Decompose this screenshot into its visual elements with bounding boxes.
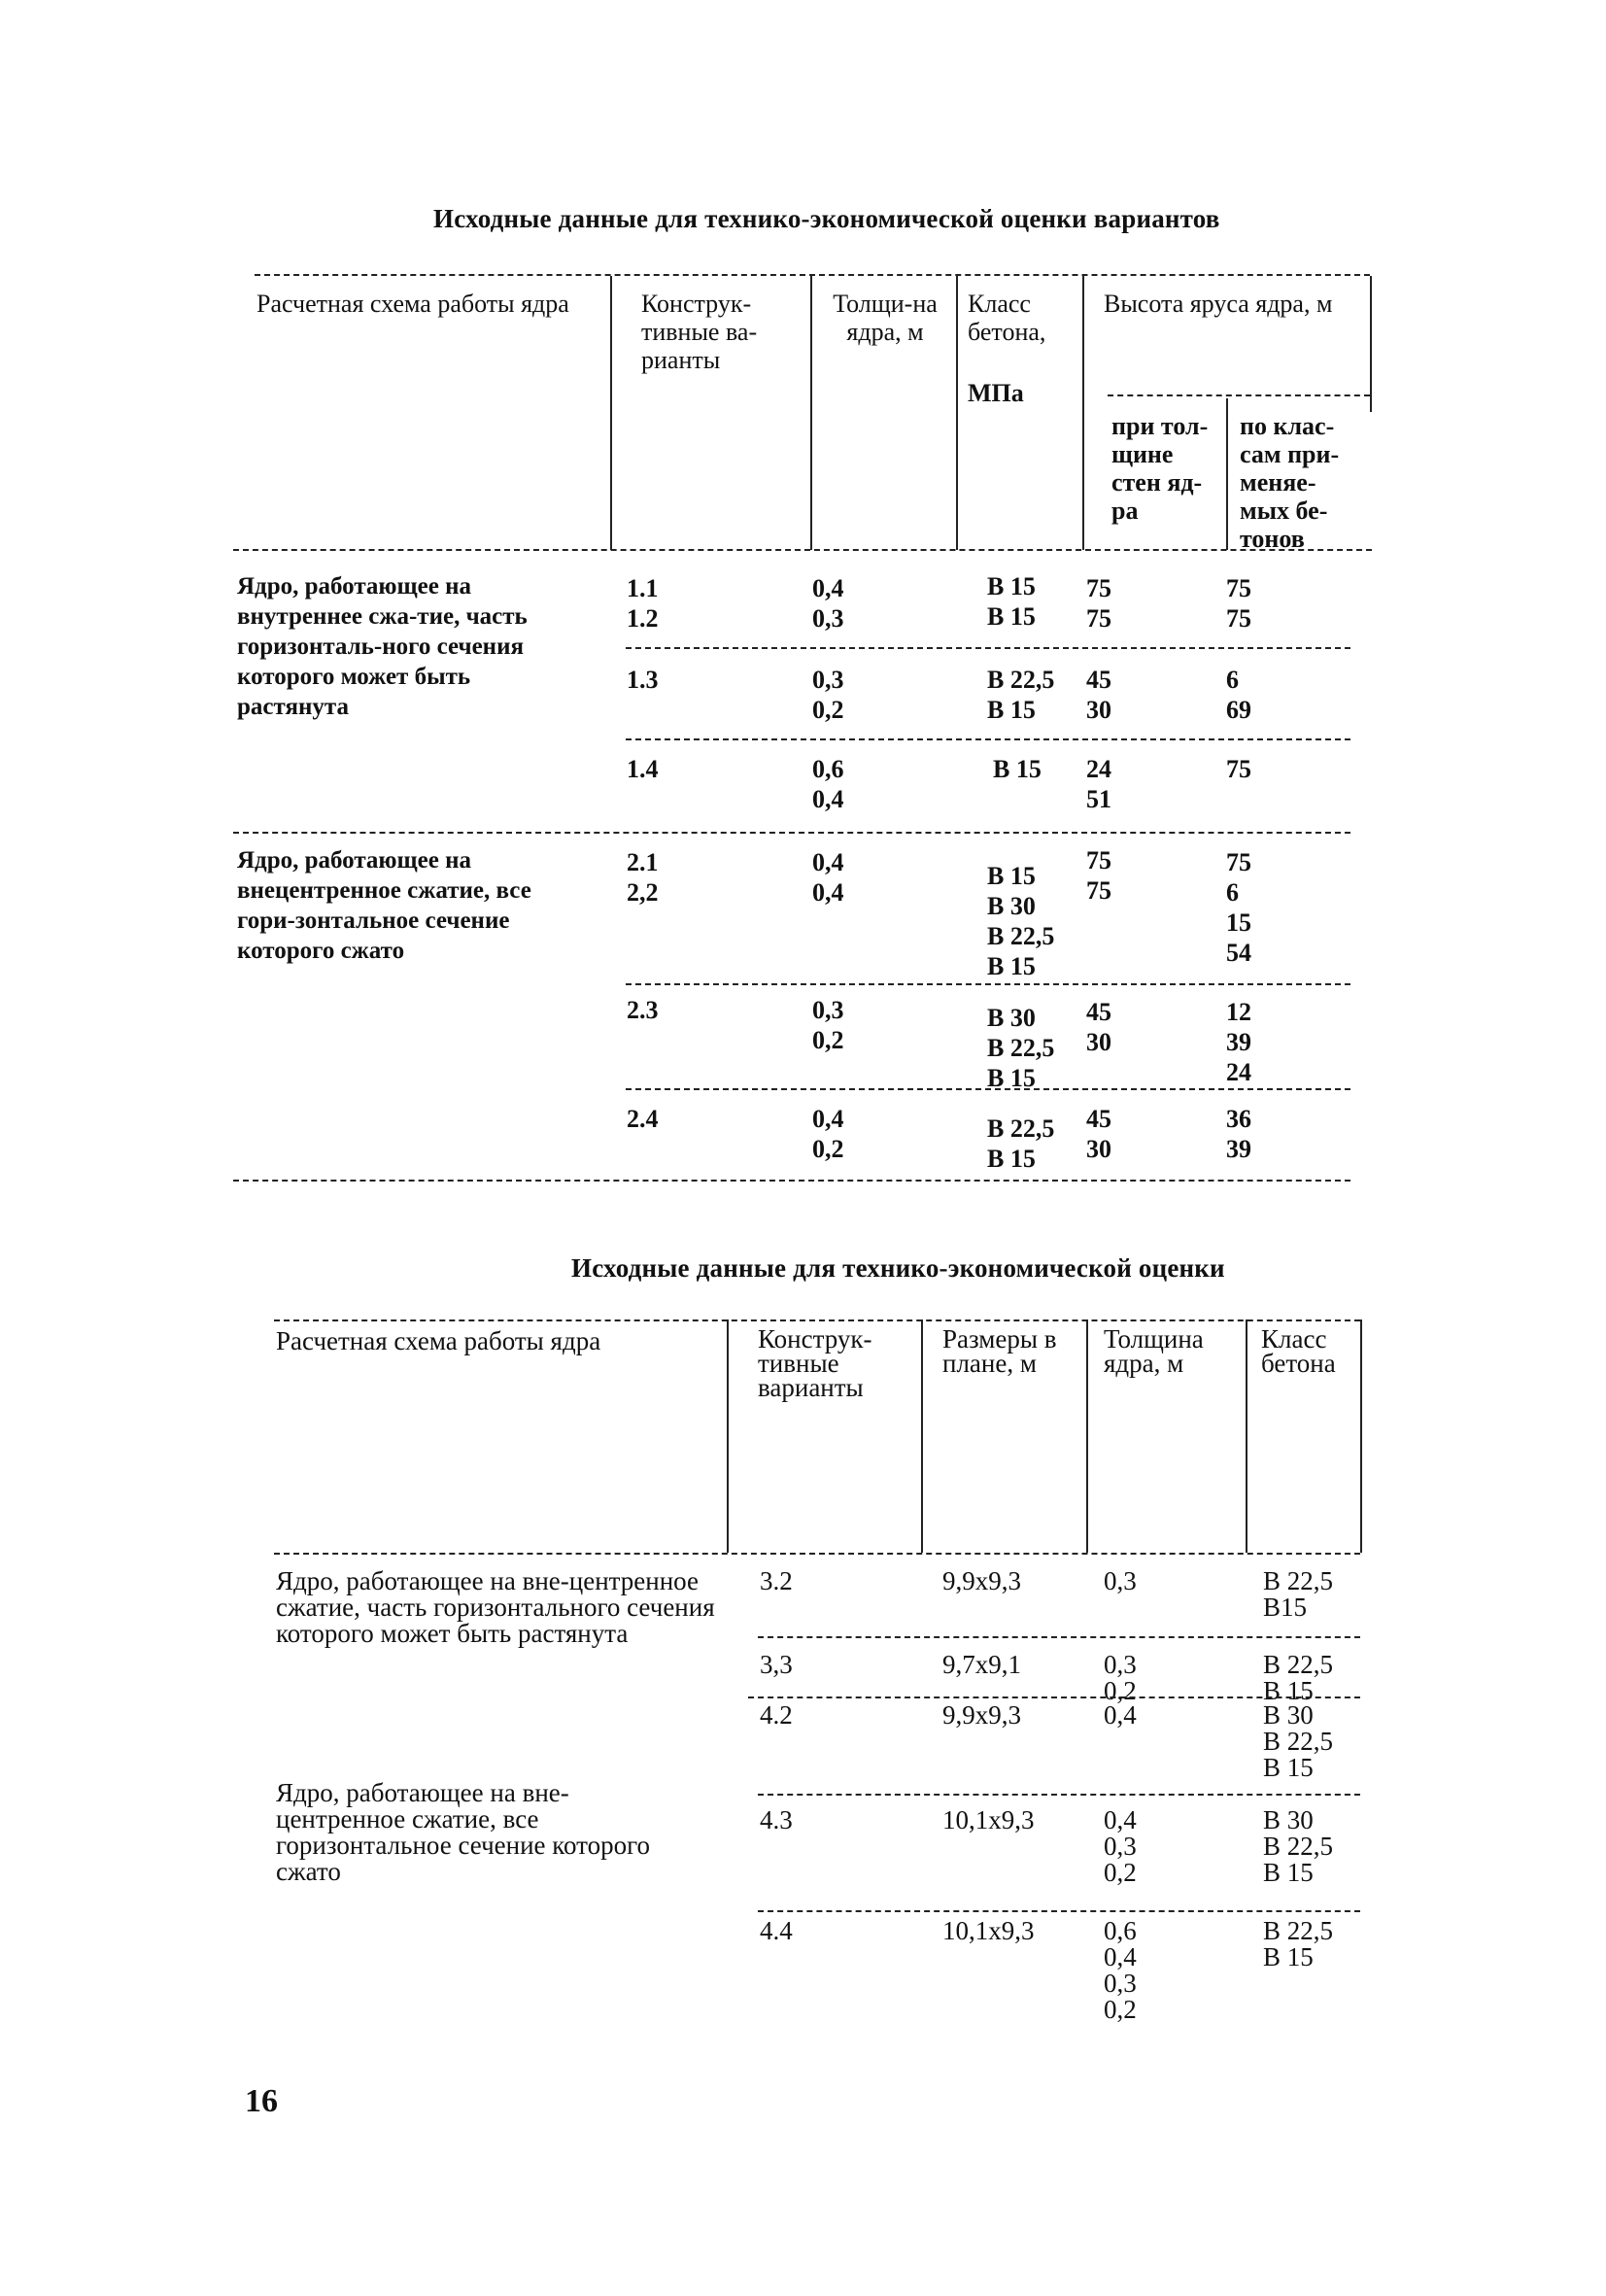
table1-col-divider [1082,276,1084,550]
t1-h-wall: 75 75 [1086,846,1111,905]
table1-top-rule [255,274,1370,276]
t2-row-rule [748,1696,1360,1698]
table1-col-divider [810,276,812,550]
t1-thickness: 0,3 0,2 [812,996,844,1054]
t2-variant: 3,3 [760,1650,793,1679]
t2-thickness: 0,4 0,3 0,2 [1104,1805,1137,1887]
t1-hdr-class-unit: МПа [968,379,1024,407]
table2-top-rule [274,1319,1360,1321]
t1-hdr-tier-height: Высота яруса ядра, м [1104,290,1333,318]
t1-row-rule [626,647,1350,649]
t1-hdr-scheme: Расчетная схема работы ядра [256,290,569,318]
t2-class: В 22,5 В 15 [1263,1650,1334,1705]
t1-hdr-thickness: Толщи-на ядра, м [833,290,938,346]
t2-variant: 4.4 [760,1916,793,1945]
t2-hdr-class: Класс бетона [1261,1324,1336,1378]
t2-hdr-scheme: Расчетная схема работы ядра [276,1326,601,1355]
t1-group1-label: Ядро, работающее на внутреннее сжа-тие, часть горизонталь-ного сечения которого может быть растянута [237,573,528,720]
t1-h-wall: 45 30 [1086,1105,1111,1163]
table2-col-divider [921,1319,923,1553]
t1-hdr-variants: Конструк-тивные ва-рианты [641,290,758,374]
t1-h-class: 75 75 [1226,574,1251,633]
t1-thickness: 0,6 0,4 [812,755,844,813]
t1-class: В 30 В 22,5 В 15 [987,1004,1055,1092]
t1-thickness: 0,3 0,2 [812,666,844,724]
t1-h-class: 36 39 [1226,1105,1251,1163]
t1-hdr-by-class: по клас-сам при-меняе-мых бе-тонов [1240,412,1340,553]
t2-hdr-thickness: Толщина ядра, м [1104,1324,1204,1378]
t2-size: 10,1х9,3 [942,1805,1035,1834]
t1-row-rule [626,738,1350,740]
t1-h-class: 75 6 15 54 [1226,848,1251,967]
t1-group2-label: Ядро, работающее на внецентренное сжатие, все гори-зонтальное сечение которого сжато [237,847,531,964]
t2-size: 9,9х9,3 [942,1566,1021,1595]
t1-hdr-by-wall: при тол-щине стен яд-ра [1111,412,1209,525]
t2-class: В 22,5 В15 [1263,1566,1334,1622]
t2-thickness: 0,3 [1104,1566,1137,1595]
t1-h-wall: 24 51 [1086,755,1111,813]
t2-variant: 4.3 [760,1805,793,1834]
t1-class: В 15 [993,755,1042,783]
t2-variant: 4.2 [760,1700,793,1730]
t1-h-class: 12 39 24 [1226,998,1251,1086]
t1-class: В 22,5 В 15 [987,666,1055,724]
t1-thickness: 0,4 0,3 [812,574,844,633]
t1-h-class: 75 [1226,755,1251,783]
t2-group2-label: Ядро, работающее на вне-центренное сжатие, все горизонтальное сечение которого сжато [276,1778,651,1886]
table1-col-divider [1226,398,1228,550]
table1-col-divider [956,276,958,550]
table1-sub-rule [1108,394,1370,396]
table2-col-divider [1360,1319,1362,1553]
t2-size: 9,9х9,3 [942,1700,1021,1730]
t2-group1-label: Ядро, работающее на вне-центренное сжатие, часть горизонтального сечения которого может быть растянута [276,1566,715,1648]
table2-title: Исходные данные для технико-экономической оценки [571,1253,1225,1283]
table2-col-divider [1246,1319,1247,1553]
t1-variant: 2.4 [627,1105,659,1133]
t1-variant: 1.4 [627,755,659,783]
t1-h-wall: 75 75 [1086,574,1111,633]
t1-class: В 22,5 В 15 [987,1114,1055,1173]
t2-thickness: 0,6 0,4 0,3 0,2 [1104,1916,1137,2024]
table1-bottom-rule [233,1180,1350,1182]
t1-group-rule [233,832,1350,834]
t1-h-wall: 45 30 [1086,666,1111,724]
table2-col-divider [727,1319,729,1553]
t2-variant: 3.2 [760,1566,793,1595]
t1-h-wall: 45 30 [1086,998,1111,1056]
table1-col-divider [610,276,612,550]
t2-class: В 30 В 22,5 В 15 [1263,1700,1334,1782]
t1-class: В 15 В 30 В 22,5 В 15 [987,862,1055,980]
t1-variant: 1.1 1.2 [627,574,659,633]
t2-thickness: 0,3 0,2 [1104,1650,1137,1705]
t1-h-class: 6 69 [1226,666,1251,724]
t1-variant: 2.3 [627,996,659,1024]
t2-size: 10,1х9,3 [942,1916,1035,1945]
t1-row-rule [626,1088,1350,1090]
t2-group-rule [758,1794,1360,1796]
table1-title: Исходные данные для технико-экономической оценки вариантов [433,204,1220,233]
t1-thickness: 0,4 0,4 [812,848,844,907]
table2-col-divider [1086,1319,1088,1553]
t2-hdr-size: Размеры в плане, м [942,1324,1057,1378]
t2-class: В 30 В 22,5 В 15 [1263,1805,1334,1887]
t1-row-rule [626,983,1350,985]
t1-class: В 15 В 15 [987,572,1036,631]
t1-variant: 2.1 2,2 [627,848,659,907]
t2-row-rule [758,1910,1360,1912]
t2-size: 9,7х9,1 [942,1650,1021,1679]
table1-header-rule [233,549,1372,551]
t1-hdr-class: Класс бетона, [968,290,1046,346]
t2-hdr-variants: Конструк-тивные варианты [758,1324,872,1402]
t2-row-rule [758,1636,1360,1638]
t1-thickness: 0,4 0,2 [812,1105,844,1163]
t2-thickness: 0,4 [1104,1700,1137,1730]
t2-class: В 22,5 В 15 [1263,1916,1334,1971]
page-number: 16 [245,2083,278,2119]
t1-variant: 1.3 [627,666,659,694]
t1-cell [627,573,659,634]
table2-header-rule [274,1553,1360,1555]
